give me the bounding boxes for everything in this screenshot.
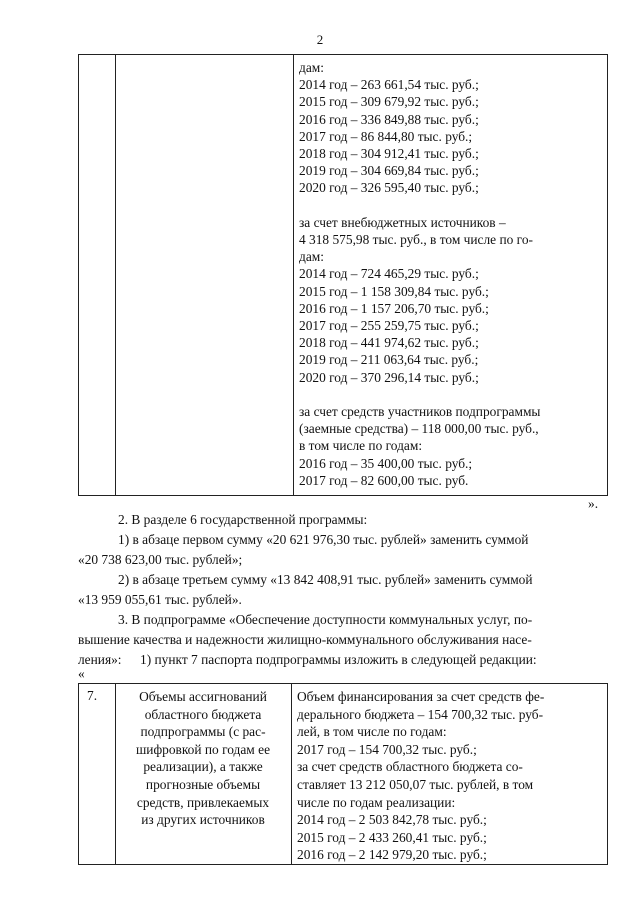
row-number: 7.: [87, 688, 98, 703]
funding-line: дам:: [299, 249, 324, 265]
funding-line: 4 318 575,98 тыс. руб., в том числе по го-: [299, 232, 533, 248]
name-line: областного бюджета: [144, 706, 262, 722]
blank-line: [299, 197, 599, 214]
funding-line: 2020 год – 326 595,40 тыс. руб.;: [299, 180, 479, 196]
paragraph-section-3-cont: вышение качества и надежности жилищно-коммунального обслуживания насе-: [78, 632, 532, 647]
column-divider: [291, 684, 292, 864]
blank-line: [299, 386, 599, 403]
paragraph-item-1-cont: «20 738 623,00 тыс. рублей»;: [78, 552, 243, 567]
paragraph-section-3: 3. В подпрограмме «Обеспечение доступности коммунальных услуг, по-: [118, 612, 533, 627]
table-cell-name: [115, 55, 294, 495]
funding-line: за счет средств участников подпрограммы: [299, 404, 541, 420]
funding-line: 2016 год – 35 400,00 тыс. руб.;: [299, 455, 473, 471]
funding-line: 2014 год – 724 465,29 тыс. руб.;: [299, 266, 479, 282]
paragraph-item-7-intro: 1) пункт 7 паспорта подпрограммы изложить в следующей редакции:: [140, 652, 537, 667]
funding-line: 2017 год – 86 844,80 тыс. руб.;: [299, 128, 473, 144]
funding-table-continued: [78, 54, 608, 496]
value-line: 2014 год – 2 503 842,78 тыс. руб.;: [297, 812, 487, 828]
value-line: за счет средств областного бюджета со-: [297, 759, 523, 775]
value-line: Объем финансирования за счет средств фе-: [297, 689, 545, 704]
funding-line: дам:: [299, 60, 324, 75]
value-line: ставляет 13 212 050,07 тыс. рублей, в том: [297, 776, 534, 792]
name-line: Объемы ассигнований: [139, 689, 267, 704]
funding-line: 2014 год – 263 661,54 тыс. руб.;: [299, 77, 479, 93]
subprogram-passport-table: [78, 683, 608, 865]
page-number: 2: [316, 32, 324, 47]
funding-line: (заемные средства) – 118 000,00 тыс. руб.,: [299, 421, 539, 437]
name-line: из других источников: [141, 812, 265, 828]
funding-line: 2017 год – 82 600,00 тыс. руб.: [299, 472, 469, 488]
name-line: шифровкой по годам ее: [135, 741, 271, 757]
funding-line: 2015 год – 1 158 309,84 тыс. руб.;: [299, 283, 489, 299]
funding-line: 2019 год – 304 669,84 тыс. руб.;: [299, 163, 479, 179]
funding-line: 2016 год – 1 157 206,70 тыс. руб.;: [299, 300, 489, 316]
value-line: 2017 год – 154 700,32 тыс. руб.;: [297, 741, 477, 757]
name-line: прогнозные объемы: [145, 776, 261, 792]
funding-line: 2016 год – 336 849,88 тыс. руб.;: [299, 111, 479, 127]
table-cell-funding-details: [299, 59, 599, 489]
funding-line: за счет внебюджетных источников –: [299, 214, 506, 230]
value-line: лей, в том числе по годам:: [297, 724, 447, 740]
value-line: 2015 год – 2 433 260,41 тыс. руб.;: [297, 829, 487, 845]
value-line: числе по годам реализации:: [297, 794, 456, 810]
funding-line: 2018 год – 441 974,62 тыс. руб.;: [299, 335, 479, 351]
paragraph-item-1: 1) в абзаце первом сумму «20 621 976,30 тыс. рублей» заменить суммой: [118, 532, 529, 547]
paragraph-item-2-cont: «13 959 055,61 тыс. рублей».: [78, 592, 242, 607]
name-line: подпрограммы (с рас-: [140, 724, 266, 740]
paragraph-section-3-end: ления»:: [78, 652, 122, 667]
row-name-cell: [117, 688, 289, 829]
paragraph-item-2: 2) в абзаце третьем сумму «13 842 408,91 тыс. рублей» заменить суммой: [118, 572, 533, 587]
closing-quote: ».: [588, 496, 599, 511]
row-value-cell: [297, 688, 603, 864]
funding-line: 2018 год – 304 912,41 тыс. руб.;: [299, 146, 479, 162]
table-cell-number: [79, 55, 116, 495]
value-line: 2016 год – 2 142 979,20 тыс. руб.;: [297, 847, 487, 863]
opening-quote: «: [78, 666, 85, 681]
column-divider: [115, 684, 116, 864]
paragraph-section-6: 2. В разделе 6 государственной программы:: [118, 512, 368, 527]
funding-line: в том числе по годам:: [299, 438, 423, 454]
funding-line: 2017 год – 255 259,75 тыс. руб.;: [299, 318, 479, 334]
funding-line: 2020 год – 370 296,14 тыс. руб.;: [299, 369, 479, 385]
name-line: реализации), а также: [143, 759, 263, 775]
funding-line: 2019 год – 211 063,64 тыс. руб.;: [299, 352, 479, 368]
name-line: средств, привлекаемых: [136, 794, 270, 810]
value-line: дерального бюджета – 154 700,32 тыс. руб-: [297, 706, 544, 722]
funding-line: 2015 год – 309 679,92 тыс. руб.;: [299, 94, 479, 110]
